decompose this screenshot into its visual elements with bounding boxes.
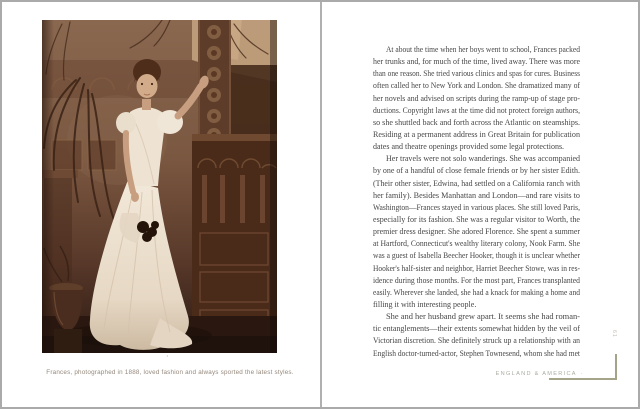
text-line: premier dress designer. She adored Florence. She spent a summer: [373, 227, 580, 237]
photo-caption: Frances, photographed in 1888, loved fashion and always sported the latest styles.: [46, 369, 294, 376]
page-number: 61: [611, 330, 617, 338]
fleuron-ornament: ·: [166, 352, 169, 361]
page-gutter-divider: [320, 2, 322, 409]
text-line: ductions. Copyright laws at the time did not protect foreign authors,: [373, 105, 580, 115]
text-line: at Hartford, Connecticut's wealthy literary colony, Nook Farm. She: [373, 239, 580, 249]
text-line: Hooker's half-sister and neighbor, Harriet Beecher Stowe, was in res-: [373, 263, 580, 273]
text-line: Victorian discretion. She definitely struck up a relationship with an: [373, 336, 580, 346]
text-line: easily. Wherever she landed, she had a knack for making a home and: [373, 287, 580, 297]
text-line: English doctor-turned-actor, Stephen Townesend, whom she had met: [373, 348, 580, 358]
text-line: her trunks and, for much of the time, lived away. There was more: [373, 57, 580, 67]
text-line: especially for its fashion. She was a regular visitor to Worth, the: [373, 214, 580, 224]
text-line: was a guest of Isabella Beecher Hooker, though it is unclear whether: [373, 251, 580, 261]
text-line: than one reason. She tried various clinics and spas for cures. Business: [373, 69, 580, 79]
text-line: She and her husband grew apart. It seems she had roman-: [386, 312, 580, 322]
text-line: her family). Besides Manhattan and London—and rare visits to: [373, 190, 580, 200]
left-page: [2, 2, 321, 409]
text-line: filling it with interesting people.: [373, 299, 477, 309]
text-line: At about the time when her boys went to school, Frances packed: [386, 45, 580, 54]
text-line: Her travels were not solo wanderings. She was accompanied: [386, 154, 580, 164]
text-line: tic entanglements—their extents somewhat hidden by the veil of: [373, 324, 580, 334]
right-page: [323, 2, 640, 409]
text-line: so she shuttled back and forth across the Atlantic on steamships.: [373, 117, 580, 127]
text-line: by one of a handful of close female friends or by her sister Edith.: [373, 166, 580, 176]
text-line: often called her to New York and London. She dramatized many of: [373, 81, 580, 91]
text-line: Washington—Frances stayed in various places. She still loved Paris,: [373, 202, 580, 212]
corner-bracket-ornament: [549, 354, 617, 380]
text-line: dates and theatre openings provided some legal protections.: [373, 142, 565, 152]
text-line: Residing at a permanent address in Great Britain for publication: [373, 129, 580, 139]
text-column: [373, 44, 580, 366]
text-line: her novels and advised on scripts during the ramp-up of stage pro-: [373, 93, 580, 103]
text-line: idence during those months. For the most part, Frances transplanted: [373, 275, 580, 285]
chapter-label: ENGLAND & AMERICA: [495, 371, 577, 377]
photo-frances-1888: [42, 20, 277, 353]
footer-separator: ·: [580, 371, 584, 377]
text-line: (Their other sister, Edwina, had settled on a California ranch with: [373, 178, 580, 188]
